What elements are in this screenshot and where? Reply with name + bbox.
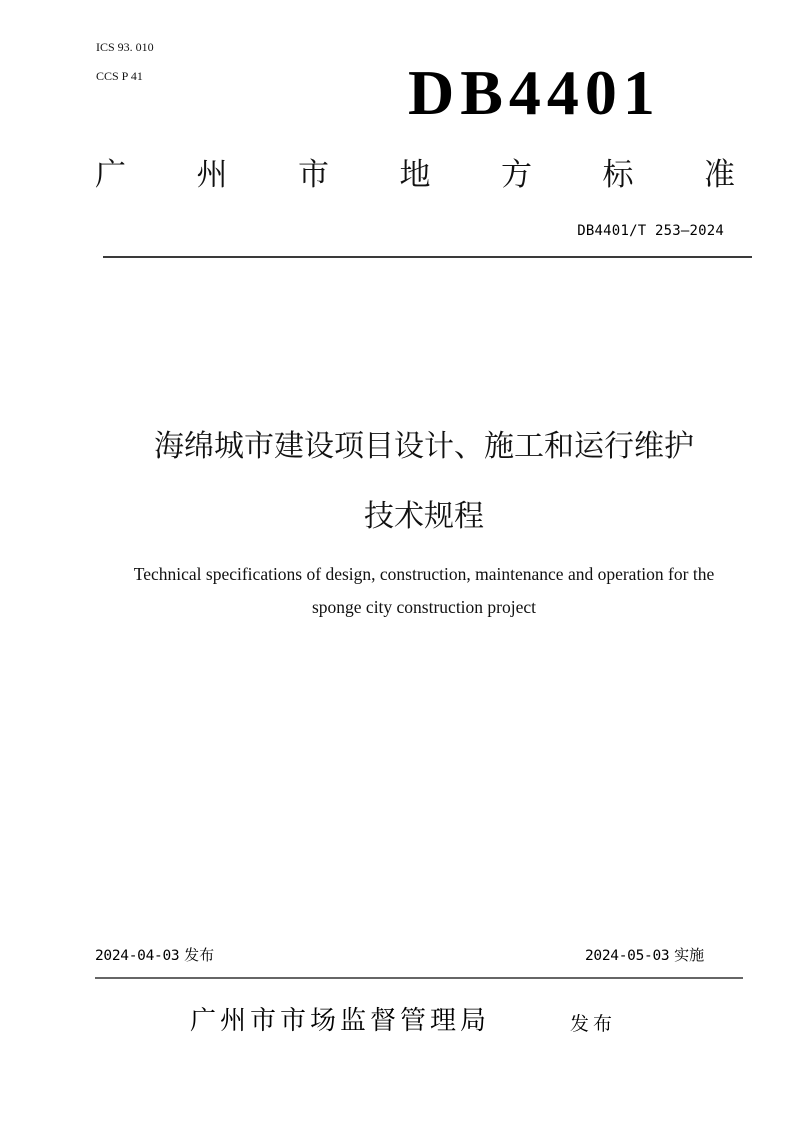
title-chinese-line-1: 海绵城市建设项目设计、施工和运行维护 — [154, 429, 694, 464]
standard-type-char: 方 — [501, 157, 532, 193]
standard-type-char: 州 — [196, 157, 228, 193]
db-code-heading: DB4401 — [408, 57, 661, 128]
publish-label: 发布 — [570, 1013, 617, 1035]
title-chinese-line-2: 技术规程 — [364, 499, 484, 534]
standard-number: DB4401/T 253—2024 — [577, 223, 724, 239]
title-english-line-2: sponge city construction project — [311, 597, 537, 617]
publisher-name: 广州市市场监督管理局 — [190, 1006, 491, 1036]
standard-type-char: 准 — [704, 157, 735, 193]
implementation-date-label: 实施 — [674, 946, 705, 964]
ics-code: ICS 93. 010 — [96, 40, 154, 54]
ccs-code: CCS P 41 — [96, 69, 143, 83]
issue-date-label: 发布 — [184, 946, 215, 964]
title-english-line-1: Technical specifications of design, construction, maintenance and operation for the — [133, 564, 715, 584]
standard-type-char: 地 — [399, 157, 431, 193]
standard-type-heading — [95, 156, 735, 194]
issue-date — [95, 945, 214, 966]
standard-type-char: 广 — [95, 157, 126, 193]
standard-type-char: 市 — [298, 157, 329, 193]
implementation-date — [585, 945, 704, 966]
implementation-date-value: 2024-05-03 — [585, 948, 670, 964]
footer-divider — [95, 977, 743, 979]
header-divider — [103, 256, 752, 258]
issue-date-value: 2024-04-03 — [95, 948, 180, 964]
standard-type-char: 标 — [602, 157, 634, 193]
